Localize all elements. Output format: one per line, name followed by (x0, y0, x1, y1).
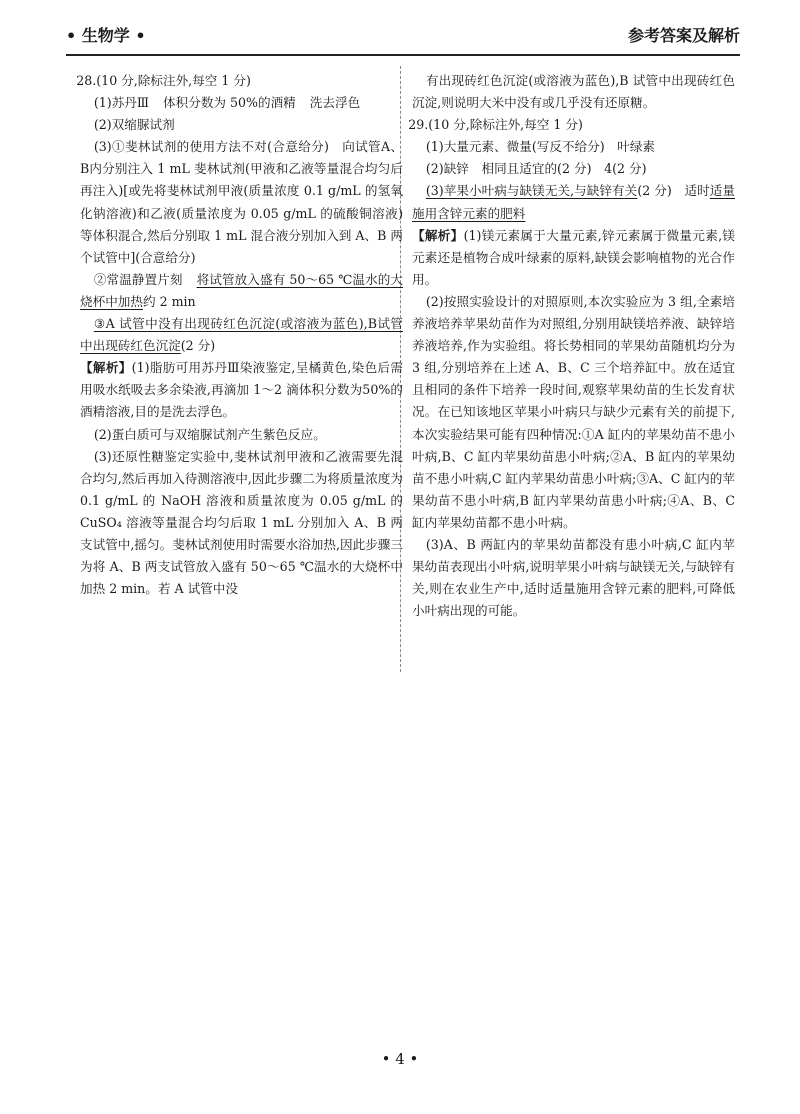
answer-29-3-a: (3)苹果小叶病与缺镁无关,与缺锌有关 (425, 183, 638, 199)
analysis-28-3: (3)还原性糖鉴定实验中,斐林试剂甲液和乙液需要先混合均匀,然后再加入待测溶液中,因此步骤二为将质量浓度为 0.1 g/mL 的 NaOH 溶液和质量浓度为 0.05 g/mL 的 CuSO₄ 溶液等量混合均匀后取 1 mL 分别加入 A、B 两支试管中,摇匀。斐林试剂使用时需要水浴加热,因此步骤三为将 A、B 两支试管放入盛有 50～65 ℃温水的大烧杯中加热 2 min。若 A 试管中没 (80, 448, 403, 597)
analysis-29-1 (412, 225, 735, 291)
question-28-title: 28.(10 分,除标注外,每空 1 分) (76, 73, 251, 88)
answer-29-1: (1)大量元素、微量(写反不给分) 叶绿素 (425, 139, 656, 155)
left-column (76, 70, 404, 600)
analysis-29-1-text: (1)镁元素属于大量元素,锌元素属于微量元素,镁元素还是植物合成叶绿素的原料,缺镁会影响植物的光合作用。 (412, 227, 735, 287)
analysis-label: 【解析】 (412, 227, 464, 243)
answer-28-3-1: (3)①斐林试剂的使用方法不对(合意给分) 向试管A、B内分别注入 1 mL 斐林试剂(甲液和乙液等量混合均匀后再注入)[或先将斐林试剂甲液(质量浓度 0.1 g/mL 的氢氧化钠溶液)和乙液(质量浓度为 0.05 g/mL 的硫酸铜溶液)等体积混合,然后分别取 1 mL 混合液分别加入到 A、B 两个试管中](合意给分) (80, 139, 403, 265)
answer-29-2: (2)缺锌 相同且适宜的(2 分) 4(2 分) (425, 161, 647, 177)
page-number: • 4 • (381, 1050, 419, 1068)
answer-28-3-2-b: 将试管放入盛有 50～65 ℃温水的大烧杯中加热 (80, 271, 404, 309)
answer-28-1-a: (1)苏丹Ⅲ (93, 95, 150, 111)
answer-28-3-2-c: 约 2 min (142, 293, 196, 309)
answer-29-3-c: 适量施用含锌元素的肥料 (412, 183, 736, 221)
analysis-29-2: (2)按照实验设计的对照原则,本次实验应为 3 组,全素培养液培养苹果幼苗作为对照组,分别用缺镁培养液、缺锌培养液培养,作为实验组。将长势相同的苹果幼苗随机均分为 3 组,分别培养在上述 A、B、C 三个培养缸中。放在适宜且相同的条件下培养一段时间,观察苹果幼苗的生长发育状况。在已知该地区苹果小叶病只与缺少元素有关的前提下,本次实验结果可能有四种情况:①A 缸内的苹果幼苗不患小叶病,B、C 缸内苹果幼苗患小叶病;②A、B 缸内的苹果幼苗不患小叶病,C 缸内苹果幼苗患小叶病;③A、C 缸内的苹果幼苗不患小叶病,B 缸内苹果幼苗患小叶病;④A、B、C 缸内苹果幼苗都不患小叶病。 (412, 293, 735, 530)
page-header (66, 16, 740, 56)
analysis-label: 【解析】 (80, 360, 132, 376)
answer-29-3 (412, 180, 735, 224)
analysis-28-1-text: (1)脂肪可用苏丹Ⅲ染液鉴定,呈橘黄色,染色后需用吸水纸吸去多余染液,再滴加 1～2 滴体积分数为50%的酒精溶液,目的是洗去浮色。 (80, 360, 404, 420)
answer-28-2: (2)双缩脲试剂 (93, 117, 175, 133)
answer-29-3-b: (2 分) 适时 (637, 183, 710, 199)
subject-label: • 生物学 • (66, 26, 146, 45)
analysis-28-3-continued: 有出现砖红色沉淀(或溶液为蓝色),B 试管中出现砖红色沉淀,则说明大米中没有或几乎没有还原糖。 (412, 73, 735, 111)
answer-28-1 (80, 92, 403, 114)
section-title: 参考答案及解析 (627, 26, 740, 45)
answer-28-3-3-score: (2 分) (180, 338, 216, 354)
analysis-28-2: (2)蛋白质可与双缩脲试剂产生紫色反应。 (93, 426, 326, 442)
answer-28-3-2-a: ②常温静置片刻 (93, 271, 183, 287)
question-29-title: 29.(10 分,除标注外,每空 1 分) (408, 117, 583, 133)
answer-28-1-c: 洗去浮色 (309, 95, 361, 111)
answer-28-1-b: 体积分数为 50%的酒精 (163, 95, 296, 111)
right-column (408, 70, 736, 622)
analysis-28-1 (80, 357, 403, 423)
analysis-29-3: (3)A、B 两缸内的苹果幼苗都没有患小叶病,C 缸内苹果幼苗表现出小叶病,说明苹果小叶病与缺镁无关,与缺锌有关,则在农业生产中,适时适量施用含锌元素的肥料,可降低小叶病出现的可能。 (412, 536, 735, 619)
answer-28-3-2 (80, 269, 403, 313)
answer-28-3-3-text: ③A 试管中没有出现砖红色沉淀(或溶液为蓝色),B试管中出现砖红色沉淀 (80, 316, 403, 354)
answer-28-3-3 (80, 313, 403, 357)
